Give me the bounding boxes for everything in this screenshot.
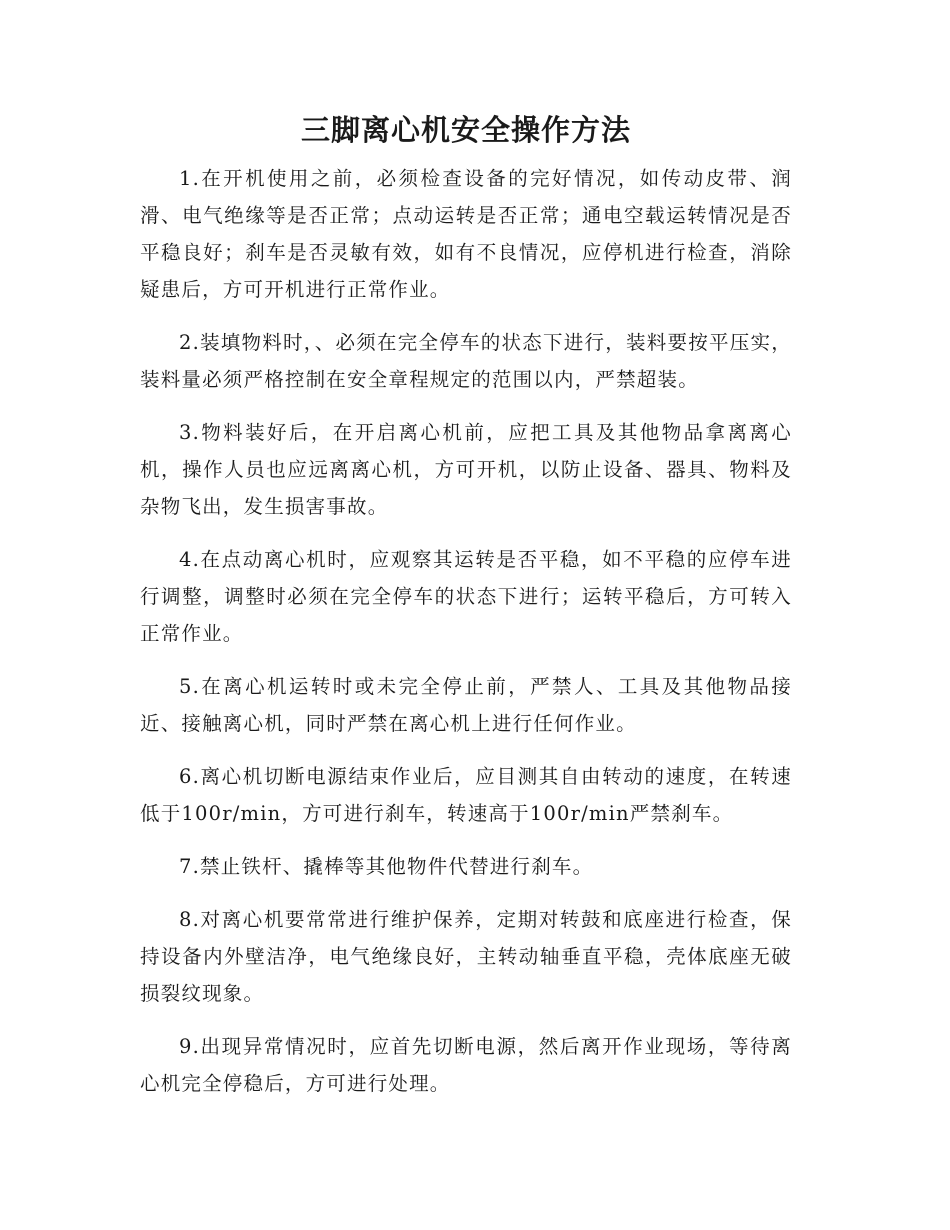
paragraph-6: 6.离心机切断电源结束作业后，应目测其自由转动的速度，在转速低于100r/min，方可进行刹车，转速高于100r/min严禁刹车。 xyxy=(140,765,792,825)
paragraph-5: 5.在离心机运转时或未完全停止前，严禁人、工具及其他物品接近、接触离心机，同时严禁在离心机上进行任何作业。 xyxy=(140,675,792,735)
paragraph-7: 7.禁止铁杆、撬棒等其他物件代替进行刹车。 xyxy=(179,855,594,878)
paragraph-1: 1.在开机使用之前，必须检查设备的完好情况，如传动皮带、润滑、电气绝缘等是否正常；点动运转是否正常；通电空载运转情况是否平稳良好；刹车是否灵敏有效，如有不良情况，应停机进行检查，消除疑患后，方可开机进行正常作业。 xyxy=(140,167,792,301)
paragraph-4: 4.在点动离心机时，应观察其运转是否平稳，如不平稳的应停车进行调整，调整时必须在完全停车的状态下进行；运转平稳后，方可转入正常作业。 xyxy=(140,548,792,645)
paragraph-3: 3.物料装好后，在开启离心机前，应把工具及其他物品拿离离心机，操作人员也应远离离心机，方可开机，以防止设备、器具、物料及杂物飞出，发生损害事故。 xyxy=(140,421,792,518)
document-title: 三脚离心机安全操作方法 xyxy=(300,113,631,147)
paragraph-8: 8.对离心机要常常进行维护保养，定期对转鼓和底座进行检查，保持设备内外壁洁净，电气绝缘良好，主转动轴垂直平稳，壳体底座无破损裂纹现象。 xyxy=(140,908,792,1005)
paragraph-2: 2.装填物料时，、必须在完全停车的状态下进行，装料要按平压实，装料量必须严格控制在安全章程规定的范围以内，严禁超装。 xyxy=(140,331,792,391)
paragraph-9: 9.出现异常情况时，应首先切断电源，然后离开作业现场，等待离心机完全停稳后，方可进行处理。 xyxy=(140,1035,792,1095)
